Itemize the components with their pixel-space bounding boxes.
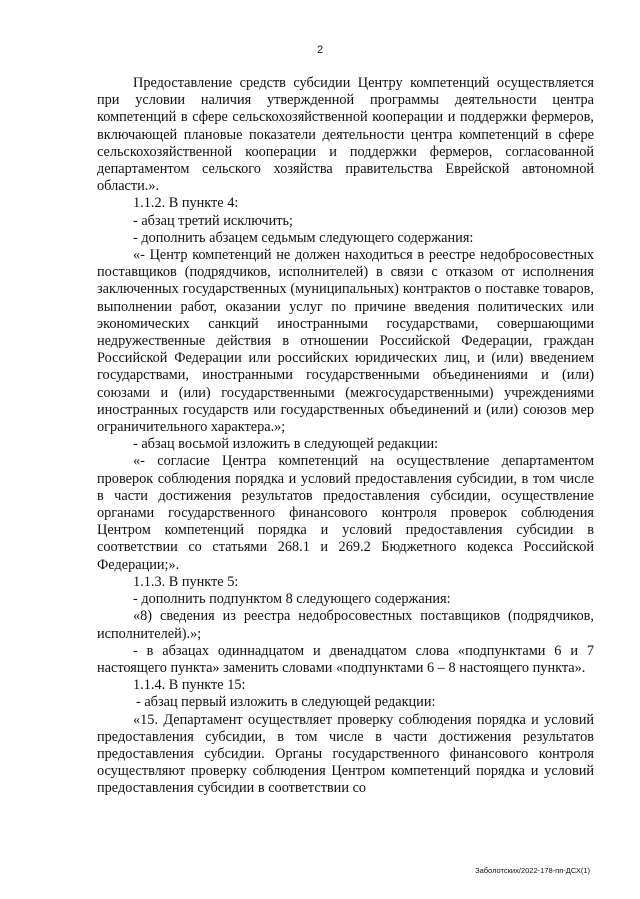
paragraph-item-1-1-4: 1.1.4. В пункте 15: (133, 677, 246, 694)
paragraph-subsidy-condition: Предоставление средств субсидии Центру компетенций осуществляется при условии наличия утвержденной программы деятельности центра компетенций в сфере сельскохозяйственной кооперации и поддержки фермеров, включающей плановые показатели деятельности центра компетенций в сфере сельскохозяйственной кооперации и поддержки фермеров, согласованной департаментом сельского хозяйства правительства Еврейской автономной области.». (97, 75, 594, 195)
paragraph-item-15-text: «15. Департамент осуществляет проверку соблюдения порядка и условий предоставления субсидии, в том числе в части достижения результатов предоставления субсидии. Органы государственного финансового контроля осуществляют проверку соблюдения Центром компетенций порядка и условий предоставления субсидии в соответствии со (97, 711, 594, 797)
paragraph-consent-inspections: «- согласие Центра компетенций на осуществление департаментом проверок соблюдения порядка и условий предоставления субсидии, в том числе в части достижения результатов предоставления субсидии, осуществление органами государственного финансового контроля проверок соблюдения Центром компетенций порядка и условий предоставления субсидии в соответствии со статьями 268.1 и 269.2 Бюджетного кодекса Российской Федерации;». (97, 453, 594, 573)
document-body (97, 75, 594, 798)
paragraph-add-subitem-8: - дополнить подпунктом 8 следующего содержания: (133, 591, 451, 608)
paragraph-replace-words: - в абзацах одиннадцатом и двенадцатом слова «подпунктами 6 и 7 настоящего пункта» заменить словами «подпунктами 6 – 8 настоящего пункта». (97, 642, 594, 676)
paragraph-item-1-1-3: 1.1.3. В пункте 5: (133, 573, 239, 590)
paragraph-exclude-third: - абзац третий исключить; (133, 212, 294, 229)
paragraph-first-new-edition: - абзац первый изложить в следующей редакции: (136, 694, 436, 711)
document-footer-code: Заболотских/2022-178-пп-ДСХ(1) (475, 866, 590, 875)
paragraph-eighth-new-edition: - абзац восьмой изложить в следующей редакции: (133, 436, 439, 453)
paragraph-add-seventh: - дополнить абзацем седьмым следующего содержания: (133, 229, 474, 246)
paragraph-subitem-8-text: «8) сведения из реестра недобросовестных поставщиков (подрядчиков, исполнителей).»; (97, 608, 594, 642)
paragraph-item-1-1-2: 1.1.2. В пункте 4: (133, 195, 239, 212)
page-number: 2 (316, 44, 324, 56)
paragraph-registry-requirement: «- Центр компетенций не должен находиться в реестре недобросовестных поставщиков (подрядчиков, исполнителей) в связи с отказом от исполнения заключенных государственных (муниципальных) контрактов о поставке товаров, выполнении работ, оказании услуг по причине введения политических или экономических санкций иностранными государствами, совершающими недружественные действия в отношении Российской Федерации, граждан Российской Федерации или российских юридических лиц, и (или) введением государствами, иностранными государственными объединениями и (или) союзами и (или) государственными (межгосударственными) учреждениями иностранных государств или государственных объединений и (или) союзов мер ограничительного характера.»; (97, 247, 594, 436)
